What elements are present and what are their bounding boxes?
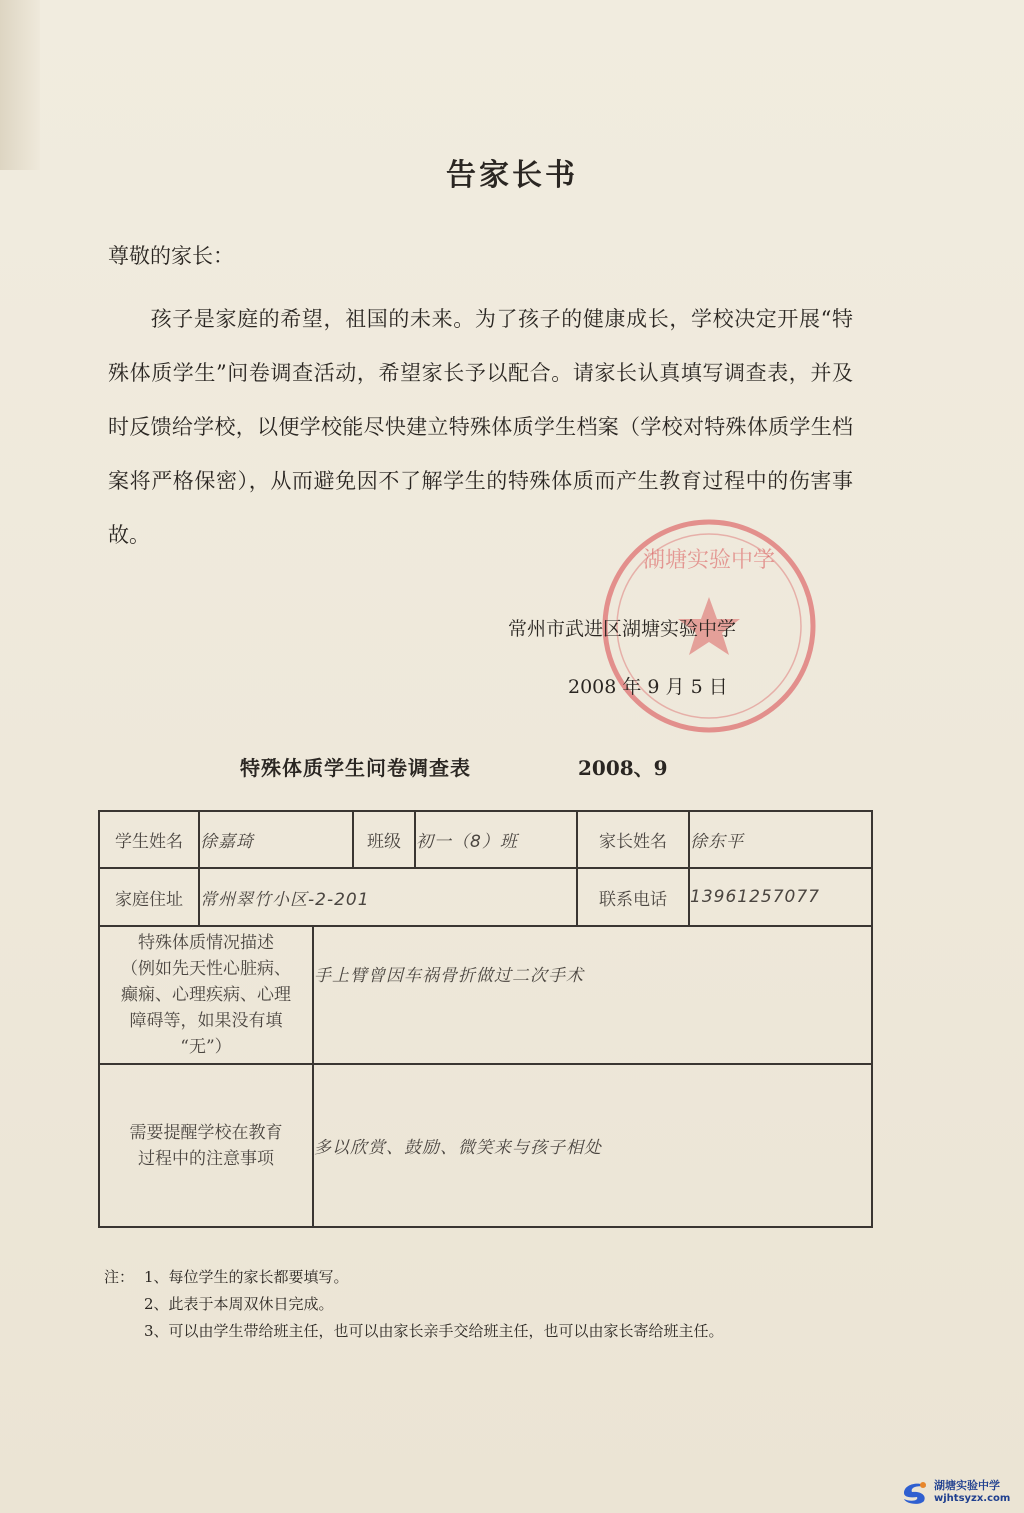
note-item: 3、可以由学生带给班主任，也可以由家长亲手交给班主任，也可以由家长寄给班主任。 — [144, 1322, 724, 1340]
swirl-logo-icon — [900, 1477, 930, 1507]
site-watermark — [900, 1475, 1020, 1509]
condition-label — [99, 926, 313, 1064]
notice-label-line: 过程中的注意事项 — [138, 1148, 274, 1169]
student-name-value[interactable]: 徐嘉琦 — [199, 811, 353, 868]
notes — [104, 1264, 724, 1345]
watermark-name: 湖塘实验中学 — [934, 1479, 1000, 1492]
student-name-label: 学生姓名 — [99, 811, 199, 868]
phone-value[interactable]: 13961257077 — [689, 868, 872, 926]
condition-label-line: 癫痫、心理疾病、心理 — [121, 985, 291, 1005]
condition-value[interactable]: 手上臂曾因车祸骨折做过二次手术 — [313, 926, 872, 1064]
class-value[interactable]: 初一（8）班 — [415, 811, 577, 868]
condition-label-line: 障碍等，如果没有填 — [129, 1011, 283, 1031]
condition-label-line: （例如先天性心脏病、 — [121, 959, 291, 979]
note-item: 2、此表于本周双休日完成。 — [144, 1295, 334, 1313]
form-title: 特殊体质学生问卷调查表 — [240, 756, 471, 780]
notice-value[interactable]: 多以欣赏、鼓励、微笑来与孩子相处 — [313, 1064, 872, 1227]
torn-corner — [0, 0, 40, 170]
condition-label-line: 特殊体质情况描述 — [138, 933, 274, 953]
form-year: 2008、9 — [578, 756, 668, 780]
seal-text: 湖塘实验中学 — [642, 548, 776, 573]
notice-label-line: 需要提醒学校在教育 — [129, 1122, 283, 1143]
letter-title: 告家长书 — [446, 158, 578, 193]
notice-label — [99, 1064, 313, 1227]
salutation: 尊敬的家长： — [108, 244, 234, 268]
watermark-url[interactable]: wjhtsyzx.com — [934, 1493, 1011, 1504]
class-label: 班级 — [353, 811, 415, 868]
school-name: 常州市武进区湖塘实验中学 — [508, 618, 737, 640]
note-item: 注： 1、每位学生的家长都要填写。 — [104, 1264, 724, 1291]
notes-prefix: 注： — [104, 1268, 135, 1286]
letter-body-text: 孩子是家庭的希望，祖国的未来。为了孩子的健康成长，学校决定开展“特殊体质学生”问卷调查活动，希望家长予以配合。请家长认真填写调查表，并及时反馈给学校，以便学校能尽快建立特殊体质学生档案（学校对特殊体质学生档案将严格保密），从而避免因不了解学生的特殊体质而产生教育过程中的伤害事故。 — [108, 307, 853, 547]
phone-label: 联系电话 — [577, 868, 689, 926]
address-value[interactable]: 常州翠竹小区-2-201 — [199, 868, 577, 926]
parent-name-value[interactable]: 徐东平 — [689, 811, 872, 868]
letter-date: 2008 年 9 月 5 日 — [568, 676, 728, 698]
condition-label-line: “无”） — [180, 1037, 232, 1057]
parent-name-label: 家长姓名 — [577, 811, 689, 868]
survey-table — [98, 810, 873, 1228]
address-label: 家庭住址 — [99, 868, 199, 926]
